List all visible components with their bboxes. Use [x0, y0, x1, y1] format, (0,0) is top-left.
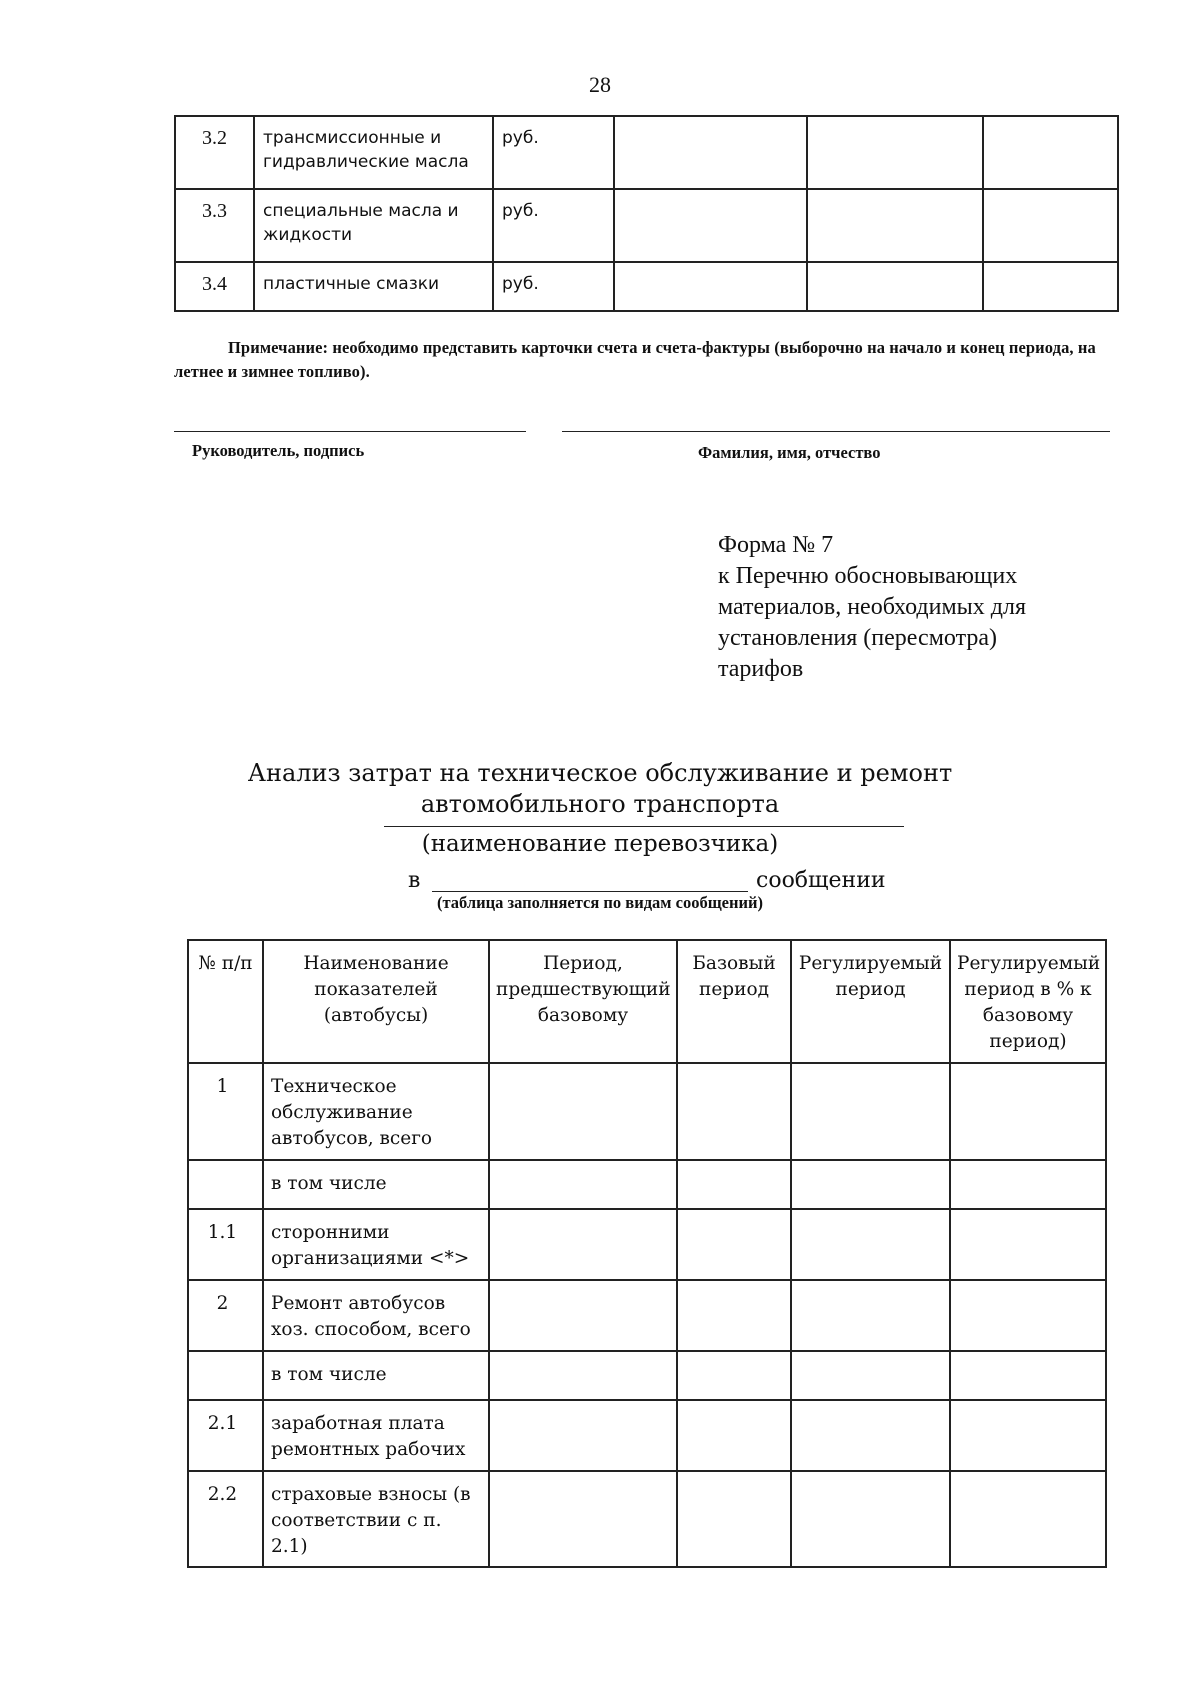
row-name: трансмиссионные и гидравлические масла — [254, 116, 493, 189]
row-name: Техническое обслуживание автобусов, всего — [263, 1063, 489, 1160]
row-unit: руб. — [493, 189, 614, 262]
signature-line[interactable] — [174, 431, 526, 432]
row-number: 3.4 — [175, 262, 254, 311]
value-cell[interactable] — [791, 1400, 950, 1471]
note-text: Примечание: необходимо представить карточки счета и счета-фактуры (выборочно на начало и конец периода, на летнее и зимнее топливо). — [174, 338, 1096, 381]
header-previous-period: Период, предшествующий базовому — [489, 940, 677, 1063]
fuel-lubricants-table — [174, 115, 1119, 312]
row-number: 1.1 — [188, 1209, 263, 1280]
value-cell[interactable] — [677, 1351, 791, 1400]
value-cell[interactable] — [677, 1471, 791, 1567]
carrier-name-line[interactable] — [384, 826, 904, 827]
value-cell[interactable] — [489, 1400, 677, 1471]
form-reference — [718, 530, 1138, 685]
form-ref-line: Форма № 7 — [718, 532, 834, 558]
row-name: специальные масла и жидкости — [254, 189, 493, 262]
value-cell[interactable] — [614, 262, 807, 311]
value-cell[interactable] — [950, 1063, 1106, 1160]
value-cell[interactable] — [950, 1160, 1106, 1209]
form-ref-line: установления (пересмотра) — [718, 625, 997, 651]
page-number: 28 — [589, 72, 611, 97]
carrier-label: (наименование перевозчика) — [421, 831, 779, 857]
value-cell[interactable] — [677, 1063, 791, 1160]
header-regulated-percent: Регулируемый период в % к базовому период) — [950, 940, 1106, 1063]
value-cell[interactable] — [791, 1351, 950, 1400]
row-number: 3.3 — [175, 189, 254, 262]
table-hint: (таблица заполняется по видам сообщений) — [436, 893, 764, 912]
row-number: 2.2 — [188, 1471, 263, 1567]
message-type-line[interactable] — [432, 891, 748, 892]
value-cell[interactable] — [614, 116, 807, 189]
value-cell[interactable] — [677, 1160, 791, 1209]
value-cell[interactable] — [791, 1209, 950, 1280]
value-cell[interactable] — [489, 1063, 677, 1160]
table-row — [188, 1160, 1106, 1209]
value-cell[interactable] — [791, 1063, 950, 1160]
table-row — [175, 262, 1118, 311]
header-regulated-period: Регулируемый период — [791, 940, 950, 1063]
value-cell[interactable] — [489, 1280, 677, 1351]
value-cell[interactable] — [950, 1351, 1106, 1400]
table-row — [188, 1351, 1106, 1400]
form-ref-line: тарифов — [718, 656, 804, 682]
header-name: Наименование показателей (автобусы) — [263, 940, 489, 1063]
value-cell[interactable] — [489, 1471, 677, 1567]
fullname-label: Фамилия, имя, отчество — [698, 443, 881, 462]
row-number: 3.2 — [175, 116, 254, 189]
row-name: в том числе — [263, 1351, 489, 1400]
value-cell[interactable] — [983, 262, 1118, 311]
header-number: № п/п — [188, 940, 263, 1063]
table-row — [188, 1209, 1106, 1280]
document-title-line-1: Анализ затрат на техническое обслуживание и ремонт — [247, 759, 953, 787]
row-name: страховые взносы (в соответствии с п. 2.1) — [263, 1471, 489, 1567]
value-cell[interactable] — [983, 189, 1118, 262]
signature-label: Руководитель, подпись — [192, 441, 365, 460]
table-row — [175, 189, 1118, 262]
table-row — [188, 1471, 1106, 1567]
value-cell[interactable] — [807, 262, 983, 311]
table-row — [188, 1400, 1106, 1471]
value-cell[interactable] — [950, 1400, 1106, 1471]
row-name: сторонними организациями <*> — [263, 1209, 489, 1280]
row-unit: руб. — [493, 116, 614, 189]
row-number: 1 — [188, 1063, 263, 1160]
value-cell[interactable] — [791, 1471, 950, 1567]
value-cell[interactable] — [489, 1160, 677, 1209]
value-cell[interactable] — [950, 1471, 1106, 1567]
row-number: 2 — [188, 1280, 263, 1351]
document-title-line-2: автомобильного транспорта — [420, 790, 780, 818]
value-cell[interactable] — [614, 189, 807, 262]
value-cell[interactable] — [489, 1209, 677, 1280]
value-cell[interactable] — [791, 1160, 950, 1209]
value-cell[interactable] — [791, 1280, 950, 1351]
table-row — [175, 116, 1118, 189]
row-number — [188, 1160, 263, 1209]
table-header-row — [188, 940, 1106, 1063]
row-name: в том числе — [263, 1160, 489, 1209]
message-prefix: в — [408, 868, 421, 893]
value-cell[interactable] — [950, 1280, 1106, 1351]
value-cell[interactable] — [807, 116, 983, 189]
value-cell[interactable] — [677, 1280, 791, 1351]
header-base-period: Базовый период — [677, 940, 791, 1063]
value-cell[interactable] — [677, 1400, 791, 1471]
table-row — [188, 1280, 1106, 1351]
row-unit: руб. — [493, 262, 614, 311]
value-cell[interactable] — [677, 1209, 791, 1280]
row-number: 2.1 — [188, 1400, 263, 1471]
message-suffix: сообщении — [756, 868, 886, 893]
row-name: Ремонт автобусов хоз. способом, всего — [263, 1280, 489, 1351]
value-cell[interactable] — [950, 1209, 1106, 1280]
form-ref-line: материалов, необходимых для — [718, 594, 1026, 620]
row-name: заработная плата ремонтных рабочих — [263, 1400, 489, 1471]
table-row — [188, 1063, 1106, 1160]
value-cell[interactable] — [807, 189, 983, 262]
fullname-line[interactable] — [562, 431, 1110, 432]
value-cell[interactable] — [983, 116, 1118, 189]
value-cell[interactable] — [489, 1351, 677, 1400]
cost-analysis-table — [187, 939, 1107, 1568]
row-name: пластичные смазки — [254, 262, 493, 311]
row-number — [188, 1351, 263, 1400]
form-ref-line: к Перечню обосновывающих — [718, 563, 1018, 589]
